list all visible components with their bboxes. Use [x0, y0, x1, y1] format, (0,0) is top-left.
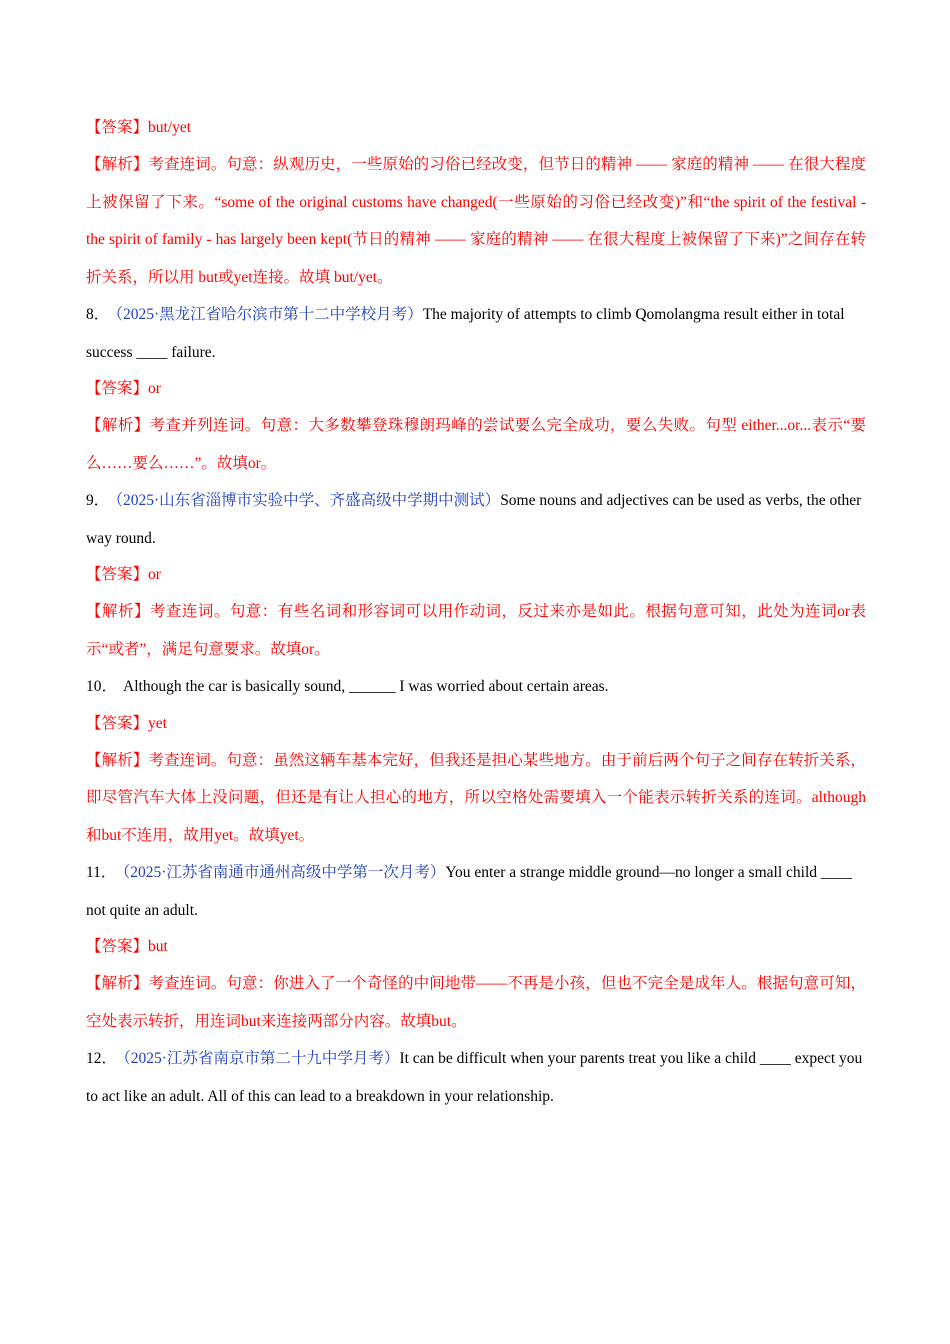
answer-line: 【答案】but [86, 938, 168, 955]
answer-line: 【答案】or [86, 380, 161, 397]
question-number: 12． [86, 1050, 118, 1067]
question-stem: It can be difficult when your parents treat you like a child ____ expect you to act like an adult. All of this can lead to a breakdown in your relationship. [86, 1050, 863, 1105]
answer-line: 【答案】yet [86, 714, 167, 732]
answer-line: 【答案】or [86, 566, 161, 583]
question-source: （2025·黑龙江省哈尔滨市第十二中学校月考） [115, 306, 423, 323]
question-source: （2025·山东省淄博市实验中学、齐盛高级中学期中测试） [115, 492, 501, 509]
question-source: （2025·江苏省南京市第二十九中学月考） [123, 1050, 400, 1067]
question-source: （2025·江苏省南通市通州高级中学第一次月考） [122, 864, 446, 881]
analysis-paragraph: 【解析】考查连词。句意：纵观历史，一些原始的习俗已经改变，但节日的精神 —— 家庭的精神 —— 在很大程度上被保留了下来。“some of the original customs have changed(一些原始的习俗已经改变)”和“the spirit of the festival - the spirit of family - has largely been kept(节日的精神 —— 家庭的精神 —— 在很大程度上被保留了下来)”之间存在转折关系，所以用 but或yet连接。故填 but/yet。 [86, 156, 866, 286]
question-number: 10． [86, 678, 118, 695]
question-number: 8． [86, 306, 110, 323]
question-12 [86, 1040, 866, 1115]
analysis-paragraph: 【解析】考查连词。句意：虽然这辆车基本完好，但我还是担心某些地方。由于前后两个句子之间存在转折关系，即尽管汽车大体上没问题，但还是有让人担心的地方，所以空格处需要填入一个能表示转折关系的连词。although和but不连用，故用yet。故填yet。 [86, 751, 866, 844]
question-8 [86, 296, 866, 371]
analysis-paragraph: 【解析】考查连词。句意：有些名词和形容词可以用作动词，反过来亦是如此。根据句意可知，此处为连词or表示“或者”，满足句意要求。故填or。 [86, 603, 866, 658]
question-number: 9． [86, 492, 110, 509]
answer-line: 【答案】but/yet [86, 119, 192, 136]
analysis-paragraph: 【解析】考查并列连词。句意：大多数攀登珠穆朗玛峰的尝试要么完全成功，要么失败。句型 either...or...表示“要么……要么……”。故填or。 [86, 417, 866, 472]
question-9 [86, 482, 866, 557]
question-stem: Although the car is basically sound, ______ I was worried about certain areas. [123, 678, 609, 695]
question-11 [86, 854, 866, 929]
question-stem: The majority of attempts to climb Qomolangma result either in total success ____ failure. [86, 306, 845, 361]
question-10 [86, 668, 866, 706]
analysis-paragraph: 【解析】考查连词。句意：你进入了一个奇怪的中间地带——不再是小孩，但也不完全是成年人。根据句意可知，空处表示转折，用连词but来连接两部分内容。故填but。 [86, 975, 866, 1030]
document-content [86, 110, 866, 1115]
question-number: 11． [86, 864, 117, 881]
question-stem: Some nouns and adjectives can be used as verbs, the other way round. [86, 492, 862, 547]
question-stem: You enter a strange middle ground—no longer a small child ____ not quite an adult. [86, 864, 852, 919]
